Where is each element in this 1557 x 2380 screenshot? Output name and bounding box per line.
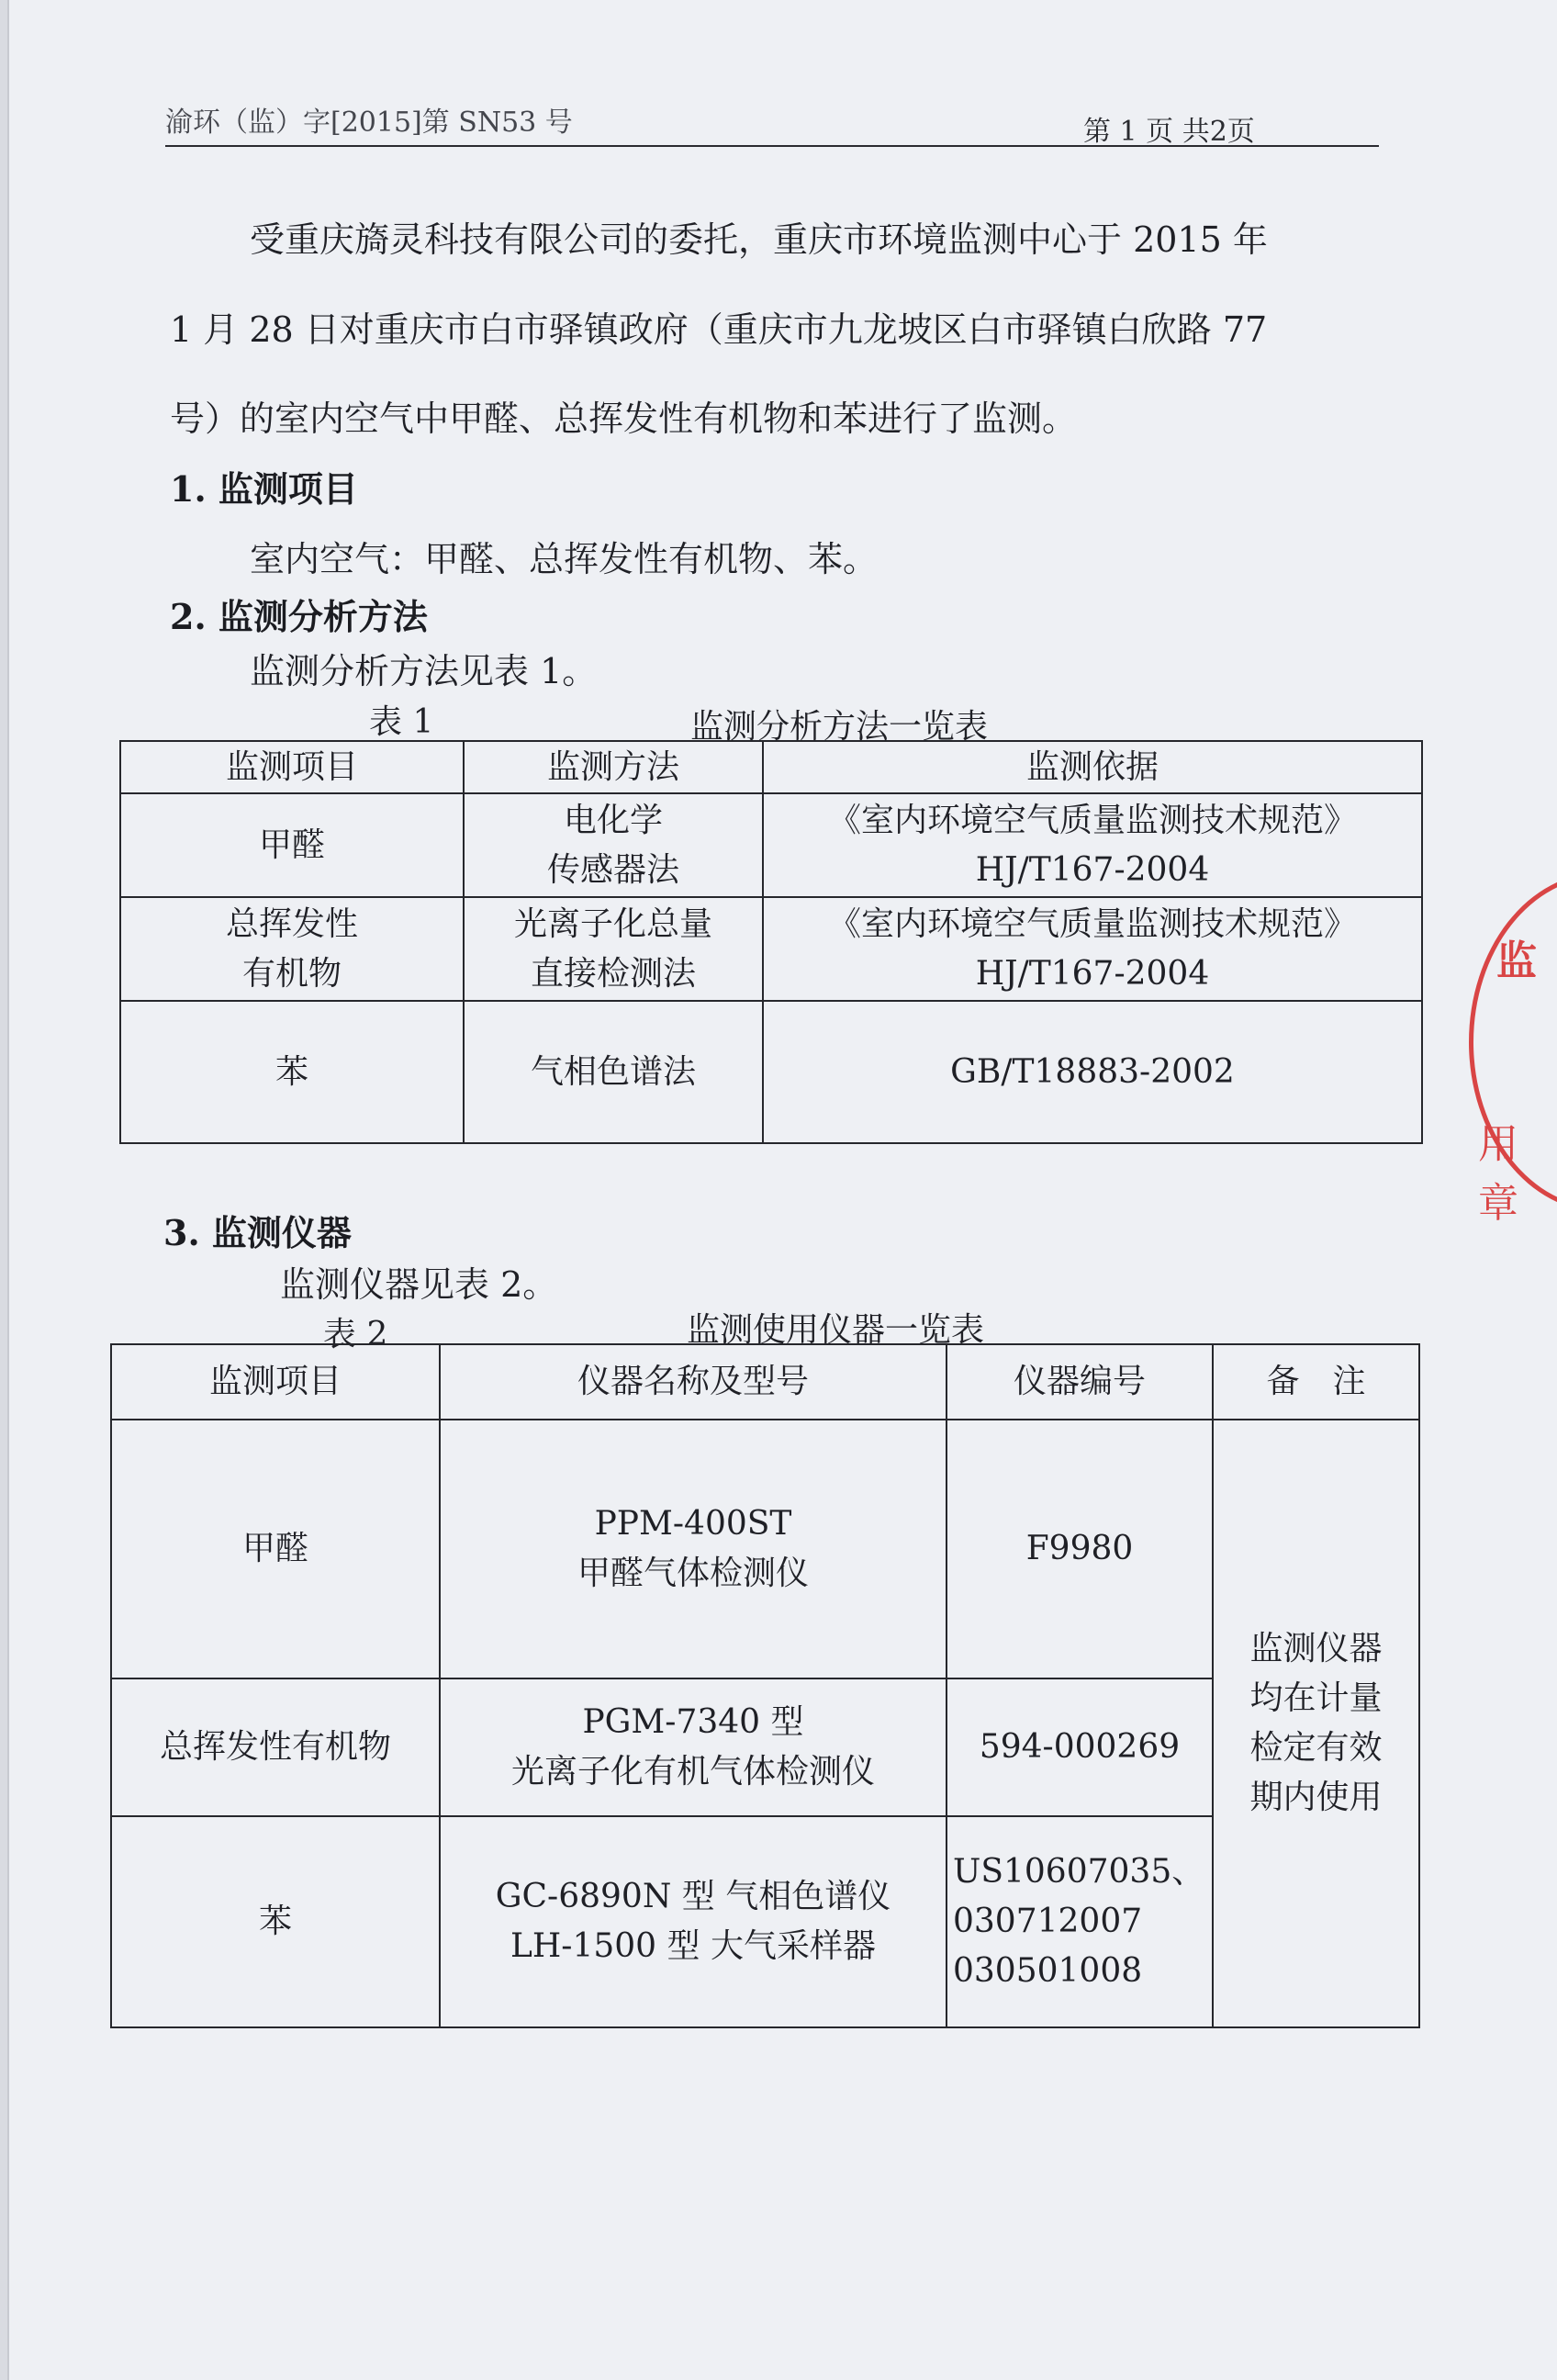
table-cell: 苯 bbox=[120, 1001, 464, 1143]
table-cell: 总挥发性有机物 bbox=[111, 1678, 440, 1816]
table-row bbox=[111, 1420, 1419, 1678]
table-cell: US10607035、 030712007 030501008 bbox=[947, 1816, 1213, 2027]
table-row bbox=[120, 1001, 1422, 1143]
table-cell: GB/T18883-2002 bbox=[763, 1001, 1422, 1143]
section-1-body: 室内空气：甲醛、总挥发性有机物、苯。 bbox=[250, 539, 879, 579]
table-cell: 总挥发性 有机物 bbox=[120, 897, 464, 1001]
remarks-cell: 监测仪器 均在计量 检定有效 期内使用 bbox=[1213, 1420, 1419, 2027]
header-cell: 监测方法 bbox=[464, 741, 763, 793]
header-cell: 监测项目 bbox=[120, 741, 464, 793]
instruments-table bbox=[110, 1343, 1420, 2028]
table-cell: 气相色谱法 bbox=[464, 1001, 763, 1143]
table-cell: 《室内环境空气质量监测技术规范》 HJ/T167-2004 bbox=[763, 897, 1422, 1001]
table-cell: 甲醛 bbox=[120, 793, 464, 897]
table-cell: 电化学 传感器法 bbox=[464, 793, 763, 897]
section-2-body: 监测分析方法见表 1。 bbox=[250, 651, 598, 691]
table-cell: 光离子化总量 直接检测法 bbox=[464, 897, 763, 1001]
table-header-row bbox=[120, 741, 1422, 793]
table-cell: 594-000269 bbox=[947, 1678, 1213, 1816]
table-1-title: 监测分析方法一览表 bbox=[690, 708, 989, 746]
methods-table bbox=[119, 740, 1423, 1144]
table-cell: PPM-400ST 甲醛气体检测仪 bbox=[440, 1420, 947, 1678]
table-cell: 《室内环境空气质量监测技术规范》 HJ/T167-2004 bbox=[763, 793, 1422, 897]
table-row bbox=[120, 793, 1422, 897]
intro-line-2: 1 月 28 日对重庆市白市驿镇政府（重庆市九龙坡区白市驿镇白欣路 77 bbox=[170, 309, 1268, 350]
table-2-title: 监测使用仪器一览表 bbox=[687, 1311, 985, 1349]
header-cell: 仪器名称及型号 bbox=[440, 1344, 947, 1420]
header-cell: 监测项目 bbox=[111, 1344, 440, 1420]
table-cell: 甲醛 bbox=[111, 1420, 440, 1678]
intro-line-3: 号）的室内空气中甲醛、总挥发性有机物和苯进行了监测。 bbox=[170, 399, 1078, 439]
table-1-number: 表 1 bbox=[369, 703, 434, 741]
section-3-body: 监测仪器见表 2。 bbox=[280, 1264, 558, 1305]
table-cell: PGM-7340 型 光离子化有机气体检测仪 bbox=[440, 1678, 947, 1816]
table-row bbox=[120, 897, 1422, 1001]
seal-text-bottom: 用章 bbox=[1478, 1121, 1518, 1227]
table-cell: 苯 bbox=[111, 1816, 440, 2027]
table-cell: F9980 bbox=[947, 1420, 1213, 1678]
document-number: 渝环（监）字[2015]第 SN53 号 bbox=[165, 107, 573, 139]
table-2-number: 表 2 bbox=[323, 1316, 388, 1353]
header-cell: 备 注 bbox=[1213, 1344, 1419, 1420]
table-cell: GC-6890N 型 气相色谱仪 LH-1500 型 大气采样器 bbox=[440, 1816, 947, 2027]
section-2-title: 2. 监测分析方法 bbox=[170, 596, 428, 637]
seal-text-top: 监 bbox=[1496, 937, 1537, 984]
table-header-row bbox=[111, 1344, 1419, 1420]
header-cell: 仪器编号 bbox=[947, 1344, 1213, 1420]
header-cell: 监测依据 bbox=[763, 741, 1422, 793]
page-info: 第 1 页 共2页 bbox=[1083, 116, 1255, 148]
intro-line-1: 受重庆旖灵科技有限公司的委托，重庆市环境监测中心于 2015 年 bbox=[250, 219, 1268, 260]
header-divider bbox=[165, 145, 1379, 147]
section-1-title: 1. 监测项目 bbox=[170, 468, 358, 510]
section-3-title: 3. 监测仪器 bbox=[163, 1212, 352, 1253]
